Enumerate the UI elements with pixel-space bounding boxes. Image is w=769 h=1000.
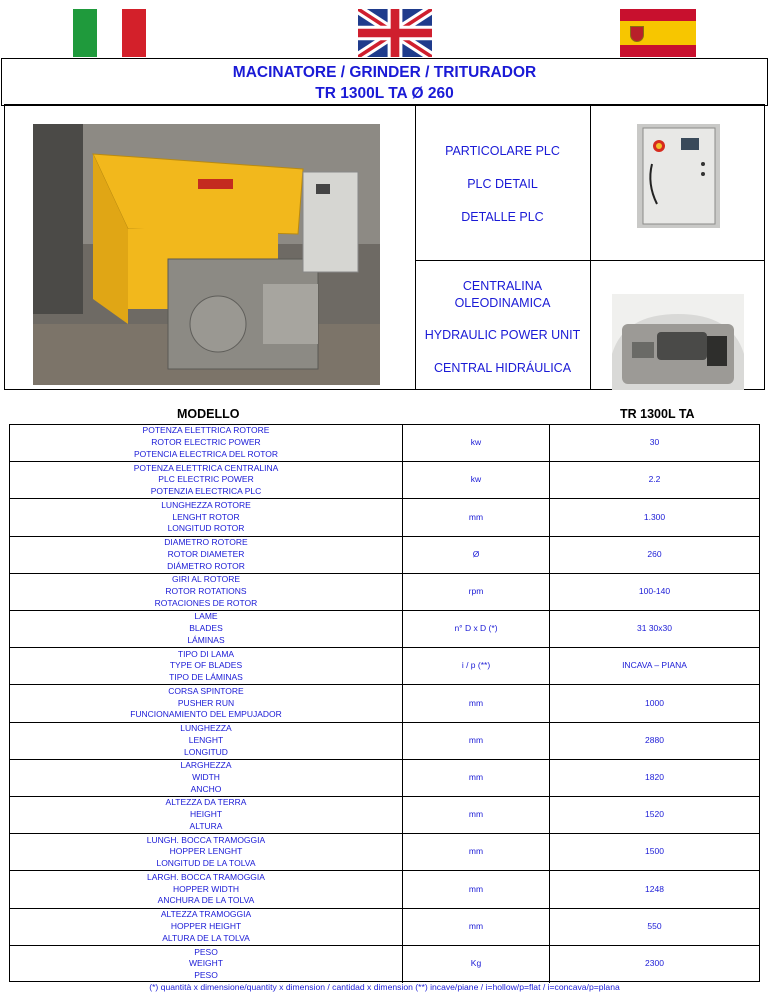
title-box — [1, 58, 768, 106]
spec-name-line: HOPPER HEIGHT — [170, 920, 242, 931]
spec-value-cell: 30 — [549, 425, 759, 461]
table-row — [10, 462, 759, 499]
hydraulic-unit-label: CENTRALINA OLEODINAMICA HYDRAULIC POWER UNIT CENTRAL HIDRÁULICA — [424, 279, 581, 375]
spec-name-line: POTENZA ELETTRICA CENTRALINA — [133, 462, 279, 473]
spec-table — [9, 424, 760, 982]
spec-name-cell — [10, 611, 402, 647]
spec-value-cell: 2880 — [549, 723, 759, 759]
spec-name-line: ANCHO — [190, 783, 222, 794]
spec-value-cell: 2.2 — [549, 462, 759, 498]
spec-name-cell — [10, 648, 402, 684]
spec-name-line: ALTURA — [189, 820, 223, 831]
page-subtitle: TR 1300L TA Ø 260 — [315, 85, 454, 102]
spec-unit-cell: mm — [402, 499, 549, 535]
spec-value-cell: 1820 — [549, 760, 759, 796]
spec-name-line: LONGITUD ROTOR — [167, 523, 245, 534]
spec-name-line: LARGHEZZA — [180, 760, 232, 771]
spec-name-line: POTENZIA ELECTRICA PLC — [150, 486, 262, 497]
spec-name-cell — [10, 574, 402, 610]
spec-value-cell: 260 — [549, 537, 759, 573]
spec-name-line: ROTOR DIAMETER — [167, 548, 245, 559]
uk-flag-icon — [358, 9, 432, 57]
spec-name-line: WIDTH — [192, 771, 220, 782]
spec-name-line: PESO — [194, 970, 218, 981]
spec-name-line: ALTURA DE LA TOLVA — [162, 932, 250, 943]
plc-detail-label: PARTICOLARE PLC PLC DETAIL DETALLE PLC — [445, 144, 560, 224]
spec-name-line: GIRI AL ROTORE — [171, 574, 241, 585]
spec-name-line: LONGITUD DE LA TOLVA — [156, 858, 256, 869]
spec-name-line: LARGH. BOCCA TRAMOGGIA — [147, 871, 265, 882]
spec-name-line: ANCHURA DE LA TOLVA — [157, 895, 255, 906]
spec-name-line: LONGITUD — [184, 746, 228, 757]
spec-value-cell: 1.300 — [549, 499, 759, 535]
spec-name-line: LUNGHEZZA — [180, 722, 232, 733]
spec-value-cell: INCAVA – PIANA — [549, 648, 759, 684]
spec-value-cell: 2300 — [549, 946, 759, 983]
spec-value-cell: 1520 — [549, 797, 759, 833]
table-row — [10, 723, 759, 760]
spec-value-cell: 1000 — [549, 685, 759, 721]
spec-name-line: ROTACIONES DE ROTOR — [154, 597, 258, 608]
spec-name-line: BLADES — [189, 623, 223, 634]
plc-photo — [637, 124, 720, 228]
spec-name-line: PESO — [194, 946, 218, 957]
spec-name-line: FUNCIONAMIENTO DEL EMPUJADOR — [130, 709, 282, 720]
spec-value-cell: 1248 — [549, 871, 759, 907]
table-row — [10, 574, 759, 611]
spec-name-line: ALTEZZA TRAMOGGIA — [160, 908, 252, 919]
table-row — [10, 537, 759, 574]
spec-name-line: DIÁMETRO ROTOR — [167, 560, 245, 571]
spec-name-cell — [10, 425, 402, 461]
spec-value-cell: 100-140 — [549, 574, 759, 610]
spec-unit-cell: mm — [402, 797, 549, 833]
spec-unit-cell: i / p (**) — [402, 648, 549, 684]
spec-name-cell — [10, 871, 402, 907]
model-label: MODELLO — [177, 407, 240, 421]
table-row — [10, 871, 759, 908]
spec-unit-cell: mm — [402, 723, 549, 759]
spec-name-line: WEIGHT — [189, 958, 223, 969]
spec-name-line: ROTOR ROTATIONS — [165, 585, 247, 596]
page-title: MACINATORE / GRINDER / TRITURADOR — [232, 64, 537, 81]
spec-unit-cell: mm — [402, 760, 549, 796]
table-row — [10, 909, 759, 946]
spec-unit-cell: rpm — [402, 574, 549, 610]
table-row — [10, 760, 759, 797]
spec-unit-cell: mm — [402, 871, 549, 907]
spanish-flag-icon — [620, 9, 696, 57]
spec-name-cell — [10, 537, 402, 573]
table-row — [10, 499, 759, 536]
hydraulic-unit-photo — [612, 294, 744, 390]
spec-unit-cell: kw — [402, 425, 549, 461]
table-row — [10, 685, 759, 722]
table-row — [10, 611, 759, 648]
table-row — [10, 425, 759, 462]
spec-unit-cell: mm — [402, 909, 549, 945]
spec-value-cell: 31 30x30 — [549, 611, 759, 647]
spec-name-line: TIPO DE LÁMINAS — [169, 672, 243, 683]
spec-name-line: HOPPER WIDTH — [172, 883, 240, 894]
spec-name-line: POTENCIA ELECTRICA DEL ROTOR — [133, 448, 279, 459]
spec-unit-cell: kw — [402, 462, 549, 498]
spec-name-cell — [10, 685, 402, 721]
table-row — [10, 648, 759, 685]
italian-flag-icon — [73, 9, 146, 57]
spec-unit-cell: n° D x D (*) — [402, 611, 549, 647]
model-value: TR 1300L TA — [620, 407, 695, 421]
spec-name-cell — [10, 499, 402, 535]
spec-name-line: ALTEZZA DA TERRA — [165, 797, 247, 808]
spec-name-line: HEIGHT — [189, 809, 223, 820]
spec-name-line: TYPE OF BLADES — [169, 660, 243, 671]
spec-name-cell — [10, 723, 402, 759]
spec-unit-cell: Ø — [402, 537, 549, 573]
spec-unit-cell: Kg — [402, 946, 549, 983]
image-section — [4, 104, 765, 390]
spec-name-line: POTENZA ELETTRICA ROTORE — [142, 425, 270, 436]
table-row — [10, 834, 759, 871]
spec-name-line: CORSA SPINTORE — [168, 685, 244, 696]
spec-name-cell — [10, 834, 402, 870]
spec-value-cell: 1500 — [549, 834, 759, 870]
spec-name-line: DIAMETRO ROTORE — [164, 536, 248, 547]
spec-value-cell: 550 — [549, 909, 759, 945]
spec-name-line: LUNGHEZZA ROTORE — [161, 499, 251, 510]
table-row — [10, 946, 759, 983]
spec-name-line: LENGHT — [188, 734, 224, 745]
grinder-photo — [33, 124, 380, 385]
spec-name-line: ROTOR ELECTRIC POWER — [151, 437, 261, 448]
spec-name-line: HOPPER LENGHT — [169, 846, 243, 857]
spec-name-cell — [10, 462, 402, 498]
spec-name-cell — [10, 946, 402, 983]
spec-name-line: LENGHT ROTOR — [172, 511, 240, 522]
table-row — [10, 797, 759, 834]
spec-name-line: PUSHER RUN — [177, 697, 235, 708]
spec-name-line: PLC ELECTRIC POWER — [158, 474, 254, 485]
spec-name-cell — [10, 909, 402, 945]
spec-name-line: LÁMINAS — [187, 634, 225, 645]
spec-name-cell — [10, 760, 402, 796]
footnote: (*) quantità x dimensione/quantity x dimension / cantidad x dimension (**) incave/piane / i=hollow/p=flat / i=concava/p=plana — [149, 982, 620, 992]
spec-name-cell — [10, 797, 402, 833]
spec-name-line: LAME — [194, 611, 218, 622]
spec-name-line: LUNGH. BOCCA TRAMOGGIA — [146, 834, 266, 845]
spec-unit-cell: mm — [402, 834, 549, 870]
spec-name-line: TIPO DI LAMA — [177, 648, 235, 659]
spec-unit-cell: mm — [402, 685, 549, 721]
